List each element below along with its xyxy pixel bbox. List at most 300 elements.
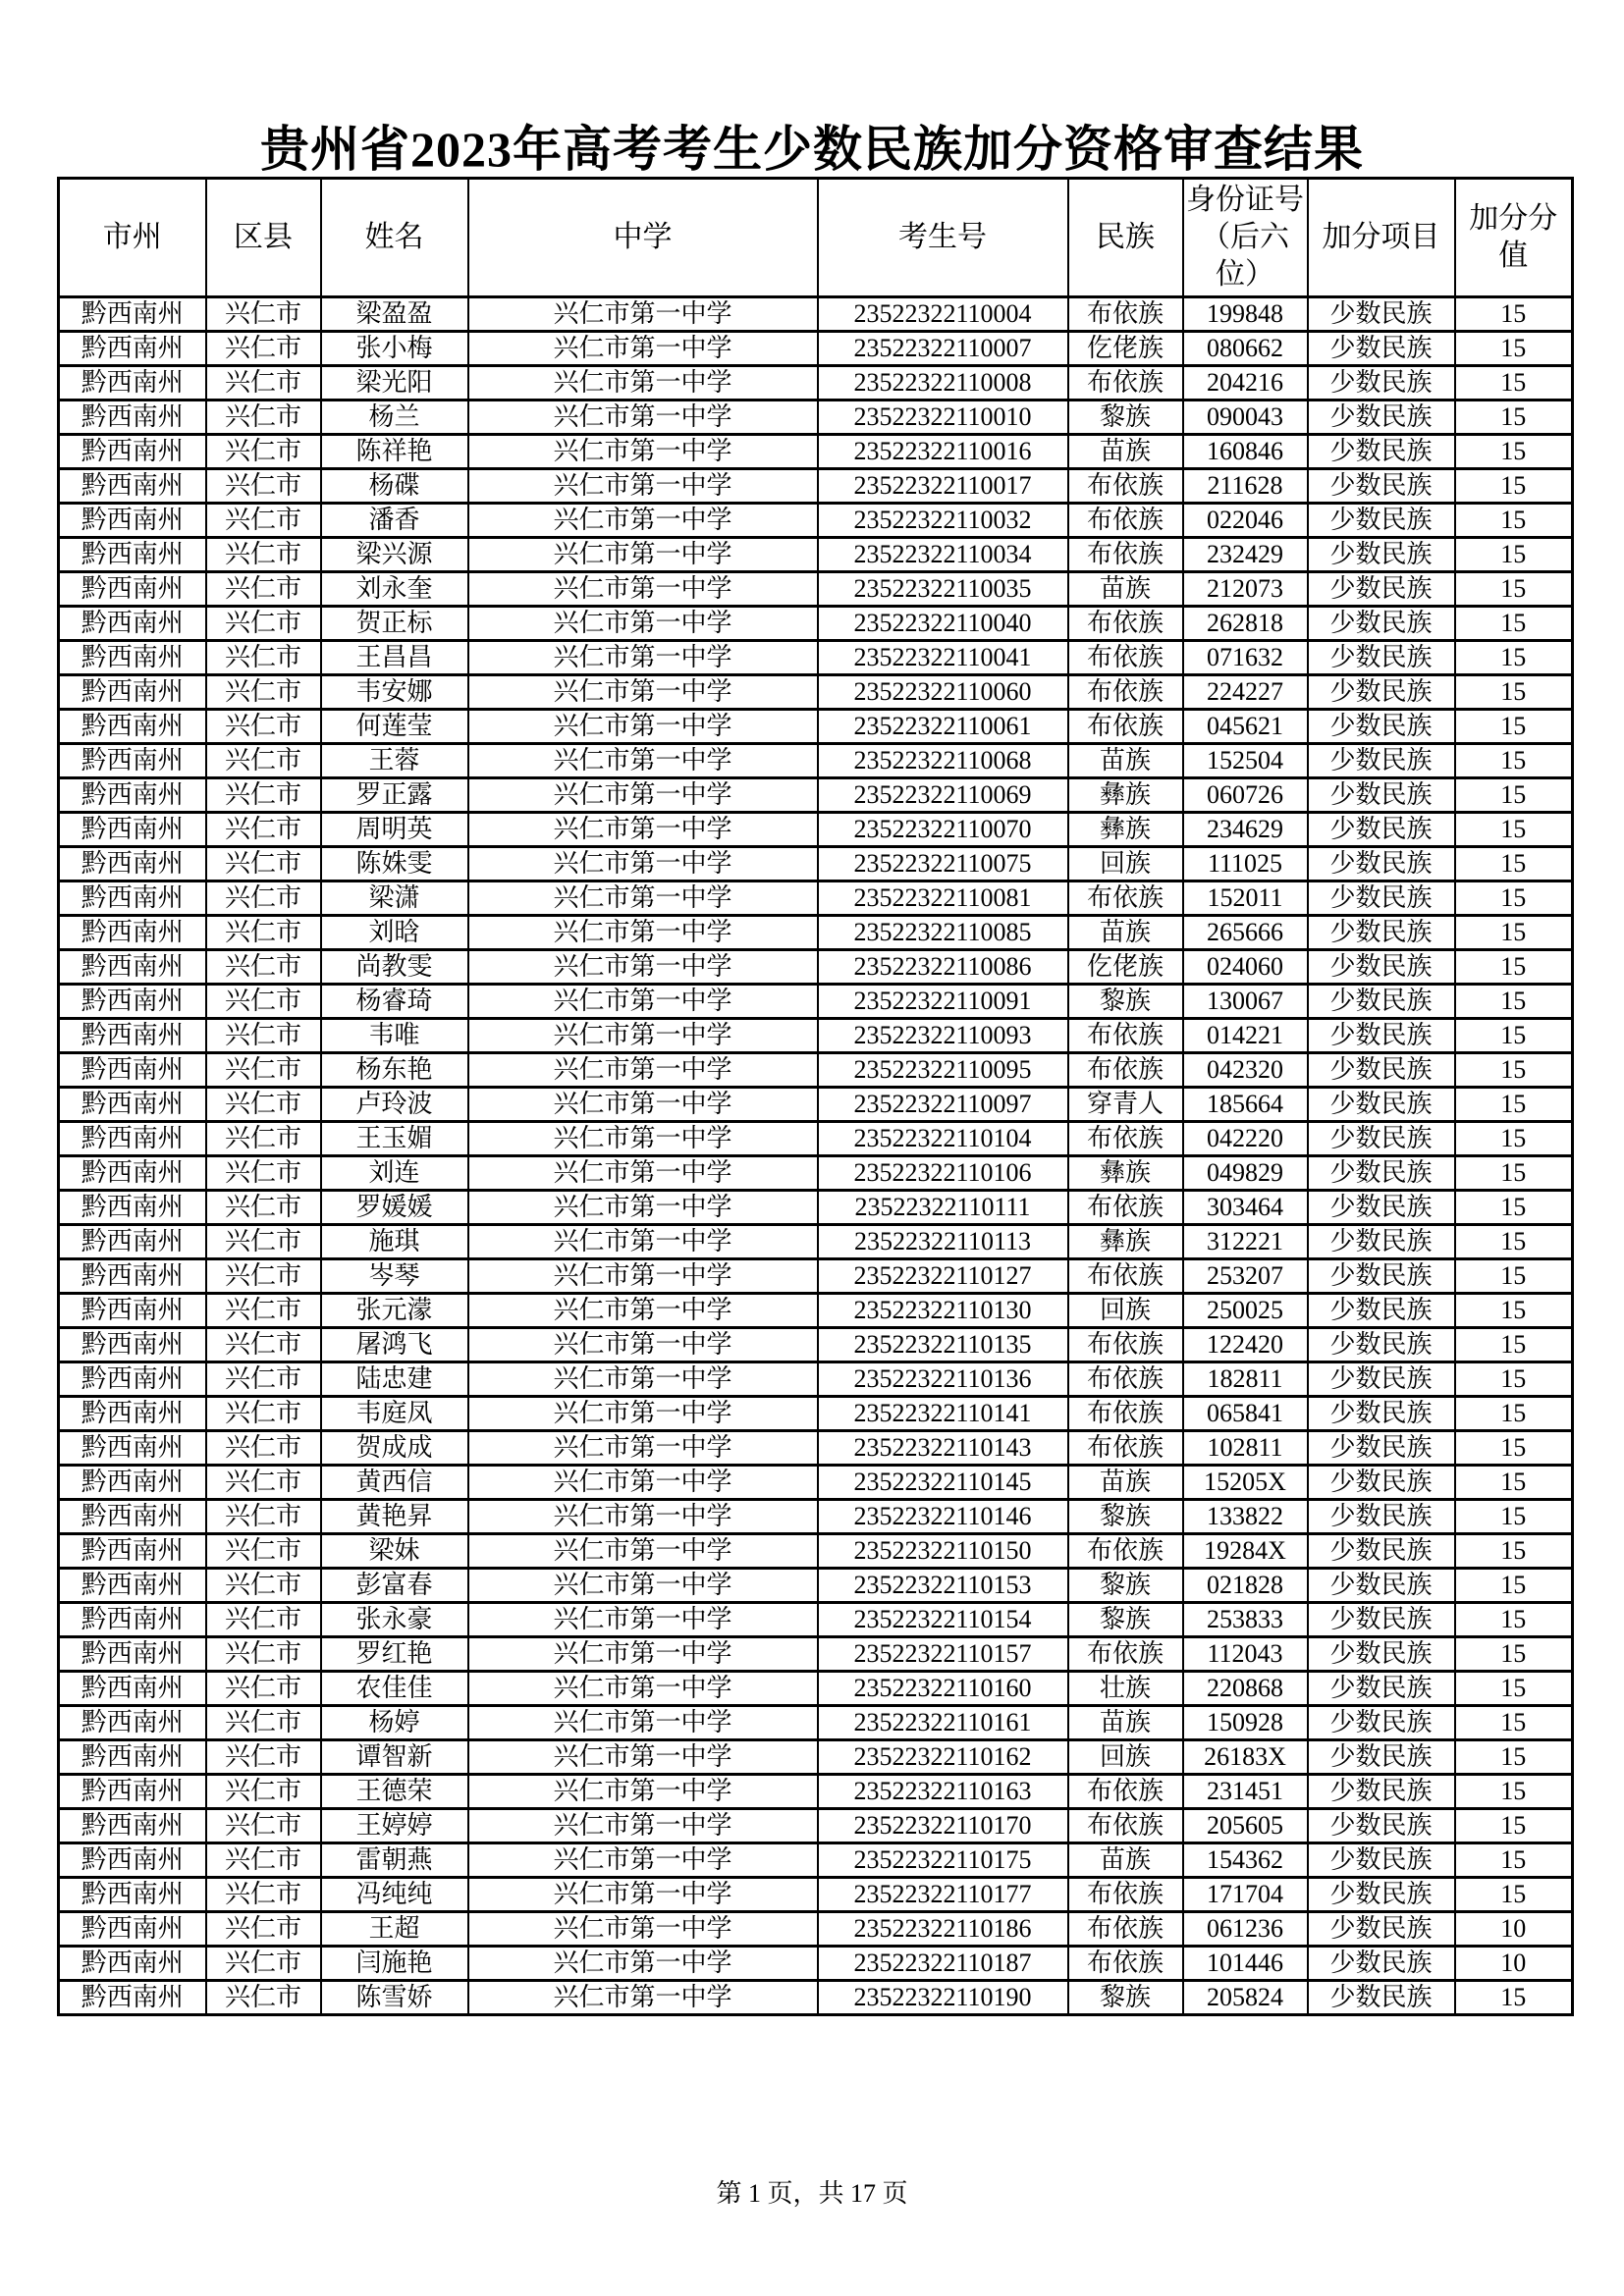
cell-bonus-score: 15	[1455, 1431, 1573, 1466]
cell-city: 黔西南州	[59, 1466, 206, 1500]
cell-ethnicity: 布依族	[1068, 710, 1183, 744]
cell-name: 冯纯纯	[321, 1878, 468, 1912]
cell-id-last6: 024060	[1183, 950, 1308, 985]
table-row	[59, 538, 1573, 572]
cell-bonus-score: 15	[1455, 1740, 1573, 1775]
header-bonus-score: 加分分值	[1455, 179, 1573, 297]
cell-county: 兴仁市	[206, 1740, 321, 1775]
cell-school: 兴仁市第一中学	[468, 1706, 818, 1740]
cell-exam-number: 23522322110070	[818, 813, 1068, 847]
cell-bonus-item: 少数民族	[1308, 1294, 1455, 1328]
cell-bonus-score: 15	[1455, 1259, 1573, 1294]
cell-ethnicity: 布依族	[1068, 1534, 1183, 1569]
cell-bonus-item: 少数民族	[1308, 744, 1455, 778]
cell-ethnicity: 苗族	[1068, 1466, 1183, 1500]
cell-id-last6: 205605	[1183, 1809, 1308, 1843]
cell-school: 兴仁市第一中学	[468, 1328, 818, 1362]
cell-id-last6: 152011	[1183, 881, 1308, 916]
cell-name: 黄西信	[321, 1466, 468, 1500]
table-row	[59, 572, 1573, 607]
table-row	[59, 1672, 1573, 1706]
cell-exam-number: 23522322110035	[818, 572, 1068, 607]
cell-bonus-score: 15	[1455, 1053, 1573, 1088]
table-row	[59, 400, 1573, 435]
cell-ethnicity: 布依族	[1068, 607, 1183, 641]
page-title: 贵州省2023年高考考生少数民族加分资格审查结果	[260, 122, 1364, 177]
table-row	[59, 1466, 1573, 1500]
cell-bonus-score: 15	[1455, 1122, 1573, 1156]
cell-name: 雷朝燕	[321, 1843, 468, 1878]
cell-school: 兴仁市第一中学	[468, 1191, 818, 1225]
cell-bonus-item: 少数民族	[1308, 1156, 1455, 1191]
cell-school: 兴仁市第一中学	[468, 641, 818, 675]
cell-city: 黔西南州	[59, 1947, 206, 1981]
cell-exam-number: 23522322110150	[818, 1534, 1068, 1569]
cell-exam-number: 23522322110160	[818, 1672, 1068, 1706]
cell-bonus-item: 少数民族	[1308, 1843, 1455, 1878]
cell-county: 兴仁市	[206, 435, 321, 469]
cell-bonus-item: 少数民族	[1308, 538, 1455, 572]
cell-name: 彭富春	[321, 1569, 468, 1603]
cell-county: 兴仁市	[206, 1775, 321, 1809]
cell-name: 韦安娜	[321, 675, 468, 710]
cell-ethnicity: 布依族	[1068, 1637, 1183, 1672]
cell-id-last6: 130067	[1183, 985, 1308, 1019]
cell-city: 黔西南州	[59, 332, 206, 366]
cell-city: 黔西南州	[59, 435, 206, 469]
cell-school: 兴仁市第一中学	[468, 572, 818, 607]
cell-bonus-item: 少数民族	[1308, 572, 1455, 607]
cell-bonus-item: 少数民族	[1308, 1740, 1455, 1775]
header-id-last6: 身份证号（后六位）	[1183, 179, 1308, 297]
cell-city: 黔西南州	[59, 1672, 206, 1706]
cell-ethnicity: 彝族	[1068, 1225, 1183, 1259]
cell-name: 黄艳昇	[321, 1500, 468, 1534]
table-row	[59, 985, 1573, 1019]
cell-city: 黔西南州	[59, 1637, 206, 1672]
cell-id-last6: 014221	[1183, 1019, 1308, 1053]
cell-name: 施琪	[321, 1225, 468, 1259]
cell-ethnicity: 布依族	[1068, 1431, 1183, 1466]
cell-county: 兴仁市	[206, 1053, 321, 1088]
cell-name: 王玉媚	[321, 1122, 468, 1156]
cell-county: 兴仁市	[206, 778, 321, 813]
cell-county: 兴仁市	[206, 504, 321, 538]
cell-id-last6: 133822	[1183, 1500, 1308, 1534]
cell-name: 张小梅	[321, 332, 468, 366]
cell-city: 黔西南州	[59, 1843, 206, 1878]
cell-bonus-item: 少数民族	[1308, 1466, 1455, 1500]
cell-exam-number: 23522322110016	[818, 435, 1068, 469]
cell-id-last6: 262818	[1183, 607, 1308, 641]
cell-exam-number: 23522322110106	[818, 1156, 1068, 1191]
cell-name: 梁妹	[321, 1534, 468, 1569]
cell-ethnicity: 黎族	[1068, 1500, 1183, 1534]
cell-bonus-item: 少数民族	[1308, 847, 1455, 881]
table-row	[59, 1397, 1573, 1431]
cell-exam-number: 23522322110170	[818, 1809, 1068, 1843]
cell-county: 兴仁市	[206, 813, 321, 847]
cell-county: 兴仁市	[206, 1294, 321, 1328]
cell-name: 杨睿琦	[321, 985, 468, 1019]
cell-county: 兴仁市	[206, 1672, 321, 1706]
cell-county: 兴仁市	[206, 538, 321, 572]
cell-school: 兴仁市第一中学	[468, 1294, 818, 1328]
cell-bonus-score: 15	[1455, 710, 1573, 744]
cell-exam-number: 23522322110095	[818, 1053, 1068, 1088]
cell-city: 黔西南州	[59, 400, 206, 435]
table-row	[59, 504, 1573, 538]
cell-exam-number: 23522322110040	[818, 607, 1068, 641]
cell-county: 兴仁市	[206, 1019, 321, 1053]
cell-county: 兴仁市	[206, 1843, 321, 1878]
cell-school: 兴仁市第一中学	[468, 1637, 818, 1672]
cell-bonus-score: 15	[1455, 1809, 1573, 1843]
table-row	[59, 1809, 1573, 1843]
cell-bonus-score: 15	[1455, 985, 1573, 1019]
header-exam-number: 考生号	[818, 179, 1068, 297]
cell-county: 兴仁市	[206, 1156, 321, 1191]
cell-school: 兴仁市第一中学	[468, 435, 818, 469]
cell-school: 兴仁市第一中学	[468, 950, 818, 985]
cell-school: 兴仁市第一中学	[468, 1019, 818, 1053]
cell-ethnicity: 苗族	[1068, 1706, 1183, 1740]
cell-name: 贺成成	[321, 1431, 468, 1466]
cell-bonus-score: 10	[1455, 1912, 1573, 1947]
header-name: 姓名	[321, 179, 468, 297]
cell-exam-number: 23522322110146	[818, 1500, 1068, 1534]
cell-school: 兴仁市第一中学	[468, 1397, 818, 1431]
cell-county: 兴仁市	[206, 607, 321, 641]
table-row	[59, 916, 1573, 950]
cell-exam-number: 23522322110153	[818, 1569, 1068, 1603]
cell-name: 农佳佳	[321, 1672, 468, 1706]
table-row	[59, 435, 1573, 469]
cell-exam-number: 23522322110041	[818, 641, 1068, 675]
cell-city: 黔西南州	[59, 1191, 206, 1225]
cell-exam-number: 23522322110093	[818, 1019, 1068, 1053]
cell-exam-number: 23522322110010	[818, 400, 1068, 435]
cell-exam-number: 23522322110127	[818, 1259, 1068, 1294]
cell-city: 黔西南州	[59, 1259, 206, 1294]
cell-id-last6: 211628	[1183, 469, 1308, 504]
table-row	[59, 1431, 1573, 1466]
cell-ethnicity: 彝族	[1068, 1156, 1183, 1191]
cell-county: 兴仁市	[206, 710, 321, 744]
cell-bonus-score: 15	[1455, 847, 1573, 881]
cell-school: 兴仁市第一中学	[468, 1603, 818, 1637]
cell-exam-number: 23522322110130	[818, 1294, 1068, 1328]
cell-name: 罗媛媛	[321, 1191, 468, 1225]
cell-bonus-score: 15	[1455, 675, 1573, 710]
cell-city: 黔西南州	[59, 1088, 206, 1122]
cell-ethnicity: 布依族	[1068, 1259, 1183, 1294]
table-row	[59, 332, 1573, 366]
cell-name: 陈祥艳	[321, 435, 468, 469]
cell-school: 兴仁市第一中学	[468, 1225, 818, 1259]
cell-ethnicity: 布依族	[1068, 469, 1183, 504]
cell-school: 兴仁市第一中学	[468, 985, 818, 1019]
cell-bonus-item: 少数民族	[1308, 950, 1455, 985]
cell-bonus-item: 少数民族	[1308, 1053, 1455, 1088]
cell-id-last6: 101446	[1183, 1947, 1308, 1981]
cell-county: 兴仁市	[206, 1397, 321, 1431]
cell-county: 兴仁市	[206, 1947, 321, 1981]
cell-school: 兴仁市第一中学	[468, 400, 818, 435]
cell-name: 谭智新	[321, 1740, 468, 1775]
cell-id-last6: 250025	[1183, 1294, 1308, 1328]
cell-id-last6: 205824	[1183, 1981, 1308, 2015]
table-row	[59, 607, 1573, 641]
cell-exam-number: 23522322110091	[818, 985, 1068, 1019]
cell-bonus-item: 少数民族	[1308, 1259, 1455, 1294]
cell-bonus-score: 15	[1455, 1019, 1573, 1053]
cell-school: 兴仁市第一中学	[468, 710, 818, 744]
table-row	[59, 1775, 1573, 1809]
cell-city: 黔西南州	[59, 847, 206, 881]
cell-city: 黔西南州	[59, 1431, 206, 1466]
cell-id-last6: 231451	[1183, 1775, 1308, 1809]
cell-county: 兴仁市	[206, 1259, 321, 1294]
cell-bonus-item: 少数民族	[1308, 1500, 1455, 1534]
cell-id-last6: 303464	[1183, 1191, 1308, 1225]
cell-county: 兴仁市	[206, 1431, 321, 1466]
cell-id-last6: 224227	[1183, 675, 1308, 710]
cell-bonus-score: 15	[1455, 366, 1573, 400]
cell-bonus-item: 少数民族	[1308, 1225, 1455, 1259]
cell-bonus-item: 少数民族	[1308, 675, 1455, 710]
cell-city: 黔西南州	[59, 1534, 206, 1569]
cell-school: 兴仁市第一中学	[468, 881, 818, 916]
table-row	[59, 1534, 1573, 1569]
cell-ethnicity: 布依族	[1068, 297, 1183, 332]
cell-bonus-item: 少数民族	[1308, 641, 1455, 675]
cell-county: 兴仁市	[206, 1706, 321, 1740]
cell-exam-number: 23522322110113	[818, 1225, 1068, 1259]
cell-exam-number: 23522322110111	[818, 1191, 1068, 1225]
cell-ethnicity: 彝族	[1068, 778, 1183, 813]
cell-ethnicity: 布依族	[1068, 641, 1183, 675]
cell-ethnicity: 仡佬族	[1068, 332, 1183, 366]
cell-id-last6: 253207	[1183, 1259, 1308, 1294]
cell-name: 卢玲波	[321, 1088, 468, 1122]
cell-school: 兴仁市第一中学	[468, 1569, 818, 1603]
cell-bonus-item: 少数民族	[1308, 1019, 1455, 1053]
table-row	[59, 1878, 1573, 1912]
header-ethnicity: 民族	[1068, 179, 1183, 297]
cell-bonus-item: 少数民族	[1308, 1809, 1455, 1843]
cell-bonus-score: 15	[1455, 1088, 1573, 1122]
cell-city: 黔西南州	[59, 881, 206, 916]
cell-bonus-item: 少数民族	[1308, 813, 1455, 847]
cell-bonus-score: 15	[1455, 1225, 1573, 1259]
cell-id-last6: 045621	[1183, 710, 1308, 744]
cell-name: 何莲莹	[321, 710, 468, 744]
cell-name: 陈雪娇	[321, 1981, 468, 2015]
cell-school: 兴仁市第一中学	[468, 813, 818, 847]
cell-bonus-item: 少数民族	[1308, 1088, 1455, 1122]
cell-exam-number: 23522322110145	[818, 1466, 1068, 1500]
cell-id-last6: 26183X	[1183, 1740, 1308, 1775]
table-row	[59, 1328, 1573, 1362]
cell-ethnicity: 布依族	[1068, 1397, 1183, 1431]
cell-school: 兴仁市第一中学	[468, 1912, 818, 1947]
cell-id-last6: 265666	[1183, 916, 1308, 950]
table-row	[59, 1706, 1573, 1740]
table-row	[59, 881, 1573, 916]
cell-bonus-item: 少数民族	[1308, 435, 1455, 469]
cell-school: 兴仁市第一中学	[468, 469, 818, 504]
cell-bonus-score: 15	[1455, 1328, 1573, 1362]
cell-school: 兴仁市第一中学	[468, 1947, 818, 1981]
cell-name: 杨碟	[321, 469, 468, 504]
table-row	[59, 1088, 1573, 1122]
cell-id-last6: 182811	[1183, 1362, 1308, 1397]
cell-id-last6: 171704	[1183, 1878, 1308, 1912]
cell-bonus-item: 少数民族	[1308, 1637, 1455, 1672]
cell-name: 潘香	[321, 504, 468, 538]
cell-school: 兴仁市第一中学	[468, 297, 818, 332]
cell-city: 黔西南州	[59, 1740, 206, 1775]
cell-id-last6: 204216	[1183, 366, 1308, 400]
cell-bonus-score: 15	[1455, 881, 1573, 916]
cell-id-last6: 212073	[1183, 572, 1308, 607]
cell-exam-number: 23522322110187	[818, 1947, 1068, 1981]
cell-ethnicity: 布依族	[1068, 1947, 1183, 1981]
cell-school: 兴仁市第一中学	[468, 847, 818, 881]
cell-name: 闫施艳	[321, 1947, 468, 1981]
cell-school: 兴仁市第一中学	[468, 916, 818, 950]
cell-county: 兴仁市	[206, 1328, 321, 1362]
cell-name: 杨婷	[321, 1706, 468, 1740]
cell-school: 兴仁市第一中学	[468, 1878, 818, 1912]
cell-county: 兴仁市	[206, 1225, 321, 1259]
header-bonus-item: 加分项目	[1308, 179, 1455, 297]
cell-bonus-item: 少数民族	[1308, 1912, 1455, 1947]
cell-bonus-score: 15	[1455, 1878, 1573, 1912]
cell-bonus-score: 15	[1455, 744, 1573, 778]
cell-school: 兴仁市第一中学	[468, 1088, 818, 1122]
table-row	[59, 1156, 1573, 1191]
cell-id-last6: 19284X	[1183, 1534, 1308, 1569]
table-row	[59, 1500, 1573, 1534]
cell-id-last6: 154362	[1183, 1843, 1308, 1878]
cell-city: 黔西南州	[59, 1775, 206, 1809]
cell-exam-number: 23522322110177	[818, 1878, 1068, 1912]
cell-name: 梁盈盈	[321, 297, 468, 332]
cell-exam-number: 23522322110008	[818, 366, 1068, 400]
cell-city: 黔西南州	[59, 1809, 206, 1843]
table-row	[59, 297, 1573, 332]
cell-exam-number: 23522322110161	[818, 1706, 1068, 1740]
cell-exam-number: 23522322110017	[818, 469, 1068, 504]
cell-school: 兴仁市第一中学	[468, 1053, 818, 1088]
cell-county: 兴仁市	[206, 572, 321, 607]
cell-exam-number: 23522322110081	[818, 881, 1068, 916]
cell-city: 黔西南州	[59, 572, 206, 607]
table-row	[59, 1191, 1573, 1225]
table-row	[59, 675, 1573, 710]
cell-exam-number: 23522322110136	[818, 1362, 1068, 1397]
cell-city: 黔西南州	[59, 916, 206, 950]
cell-name: 韦唯	[321, 1019, 468, 1053]
cell-exam-number: 23522322110104	[818, 1122, 1068, 1156]
cell-city: 黔西南州	[59, 1981, 206, 2015]
cell-school: 兴仁市第一中学	[468, 1362, 818, 1397]
cell-ethnicity: 黎族	[1068, 1981, 1183, 2015]
cell-school: 兴仁市第一中学	[468, 1981, 818, 2015]
cell-exam-number: 23522322110060	[818, 675, 1068, 710]
cell-id-last6: 111025	[1183, 847, 1308, 881]
cell-id-last6: 049829	[1183, 1156, 1308, 1191]
cell-county: 兴仁市	[206, 1878, 321, 1912]
cell-name: 屠鸿飞	[321, 1328, 468, 1362]
cell-bonus-score: 15	[1455, 950, 1573, 985]
cell-exam-number: 23522322110007	[818, 332, 1068, 366]
cell-exam-number: 23522322110162	[818, 1740, 1068, 1775]
cell-school: 兴仁市第一中学	[468, 538, 818, 572]
cell-bonus-item: 少数民族	[1308, 504, 1455, 538]
cell-bonus-item: 少数民族	[1308, 1878, 1455, 1912]
cell-exam-number: 23522322110163	[818, 1775, 1068, 1809]
cell-city: 黔西南州	[59, 366, 206, 400]
cell-school: 兴仁市第一中学	[468, 607, 818, 641]
cell-id-last6: 185664	[1183, 1088, 1308, 1122]
cell-school: 兴仁市第一中学	[468, 1740, 818, 1775]
cell-exam-number: 23522322110143	[818, 1431, 1068, 1466]
cell-city: 黔西南州	[59, 504, 206, 538]
cell-exam-number: 23522322110186	[818, 1912, 1068, 1947]
table-row	[59, 778, 1573, 813]
cell-id-last6: 112043	[1183, 1637, 1308, 1672]
cell-bonus-item: 少数民族	[1308, 710, 1455, 744]
cell-school: 兴仁市第一中学	[468, 1122, 818, 1156]
cell-name: 王昌昌	[321, 641, 468, 675]
cell-county: 兴仁市	[206, 744, 321, 778]
cell-county: 兴仁市	[206, 1981, 321, 2015]
cell-exam-number: 23522322110190	[818, 1981, 1068, 2015]
cell-county: 兴仁市	[206, 1122, 321, 1156]
header-city: 市州	[59, 179, 206, 297]
table-row	[59, 366, 1573, 400]
cell-id-last6: 234629	[1183, 813, 1308, 847]
cell-city: 黔西南州	[59, 1294, 206, 1328]
cell-bonus-item: 少数民族	[1308, 881, 1455, 916]
table-row	[59, 1225, 1573, 1259]
cell-bonus-score: 15	[1455, 504, 1573, 538]
cell-city: 黔西南州	[59, 710, 206, 744]
cell-bonus-score: 15	[1455, 641, 1573, 675]
cell-school: 兴仁市第一中学	[468, 366, 818, 400]
cell-bonus-score: 15	[1455, 332, 1573, 366]
cell-ethnicity: 布依族	[1068, 1019, 1183, 1053]
cell-county: 兴仁市	[206, 916, 321, 950]
cell-id-last6: 080662	[1183, 332, 1308, 366]
table-row	[59, 1122, 1573, 1156]
cell-bonus-item: 少数民族	[1308, 1981, 1455, 2015]
cell-bonus-item: 少数民族	[1308, 778, 1455, 813]
cell-city: 黔西南州	[59, 538, 206, 572]
cell-city: 黔西南州	[59, 1912, 206, 1947]
cell-county: 兴仁市	[206, 1088, 321, 1122]
cell-bonus-item: 少数民族	[1308, 332, 1455, 366]
cell-city: 黔西南州	[59, 1603, 206, 1637]
cell-exam-number: 23522322110032	[818, 504, 1068, 538]
cell-county: 兴仁市	[206, 1534, 321, 1569]
cell-county: 兴仁市	[206, 366, 321, 400]
cell-bonus-score: 10	[1455, 1947, 1573, 1981]
cell-ethnicity: 穿青人	[1068, 1088, 1183, 1122]
